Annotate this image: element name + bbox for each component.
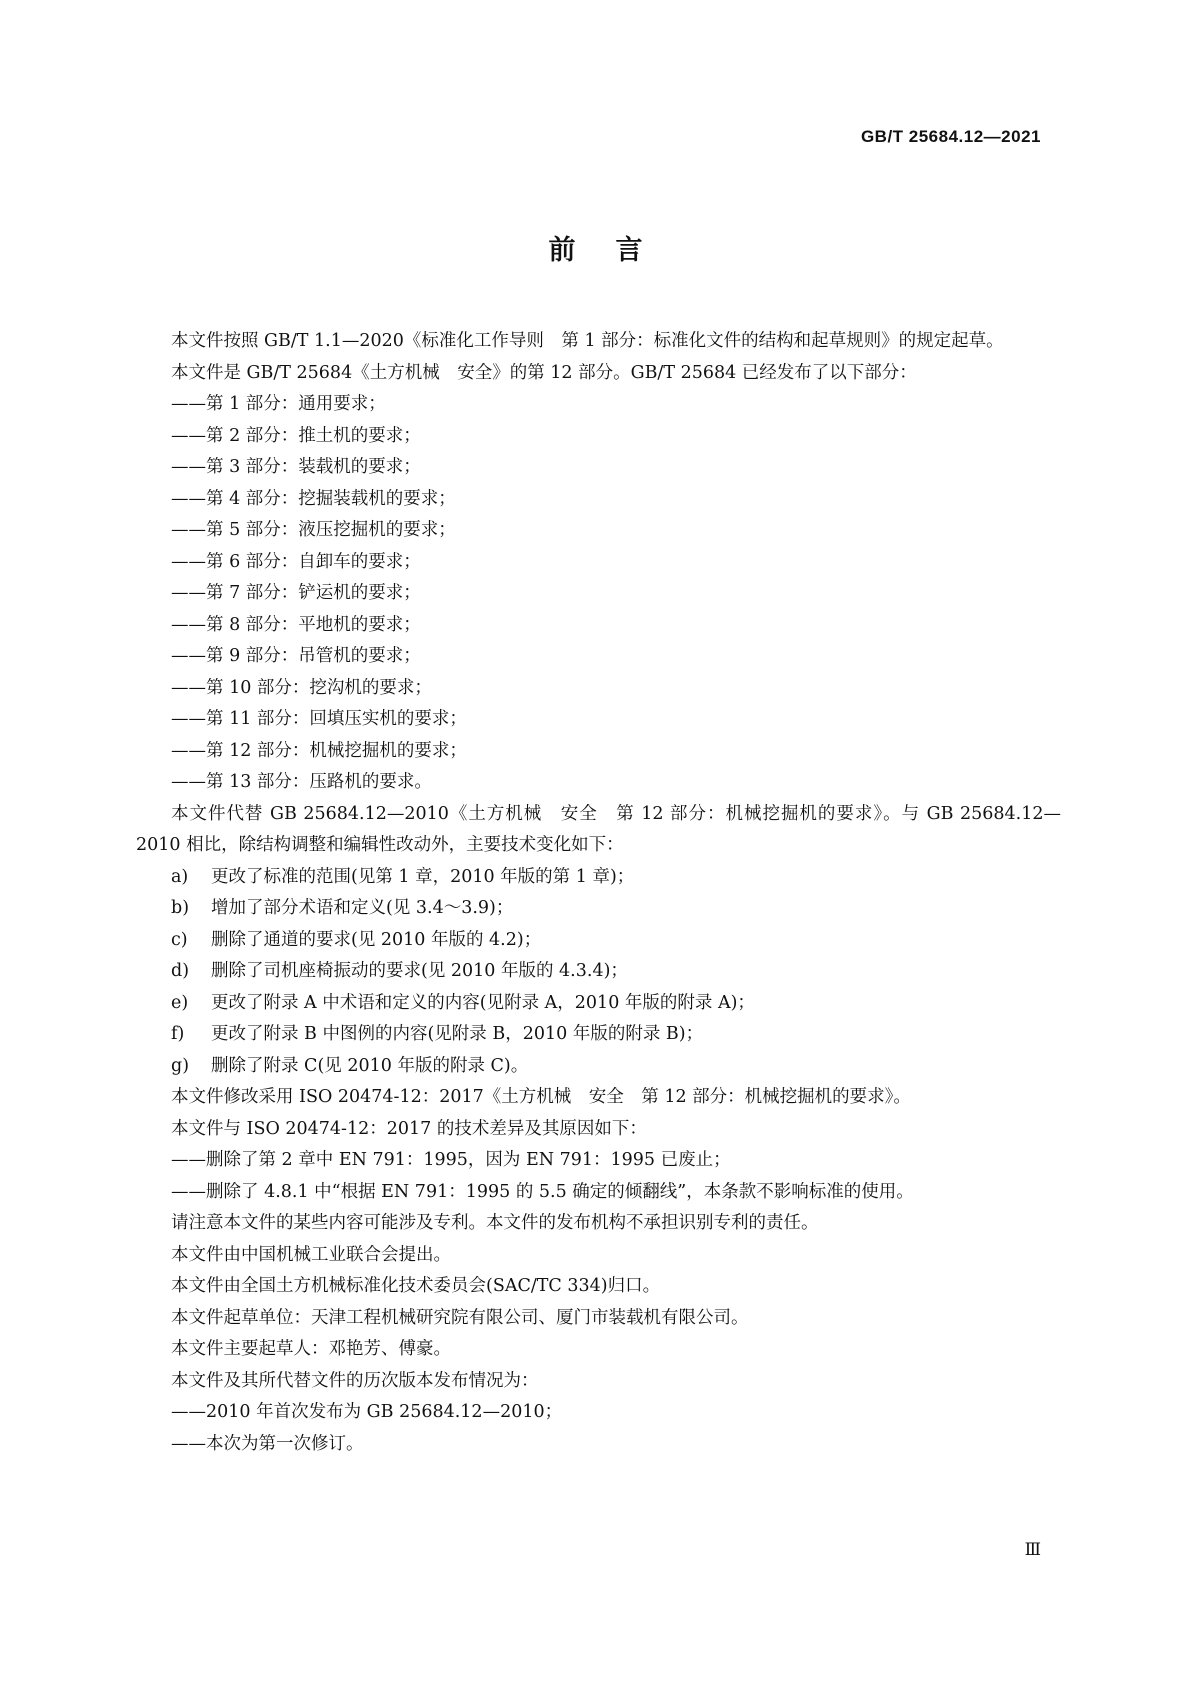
history-item: ——2010 年首次发布为 GB 25684.12—2010； xyxy=(171,1402,563,1422)
change-item xyxy=(136,988,1061,1020)
page-number: Ⅲ xyxy=(1024,1540,1041,1560)
part-item: ——第 3 部分：装载机的要求； xyxy=(171,457,421,477)
standard-number: GB/T 25684.12—2021 xyxy=(860,127,1041,146)
change-label: a) xyxy=(171,866,189,887)
part-item: ——第 9 部分：吊管机的要求； xyxy=(171,646,421,666)
change-item xyxy=(136,1051,1061,1083)
part-item: ——第 8 部分：平地机的要求； xyxy=(171,614,421,635)
part-item: ——第 2 部分：推土机的要求； xyxy=(171,425,421,446)
history-item: ——本次为第一次修订。 xyxy=(171,1433,364,1454)
part-item: ——第 5 部分：液压挖掘机的要求； xyxy=(171,520,456,540)
patent-notice: 请注意本文件的某些内容可能涉及专利。本文件的发布机构不承担识别专利的责任。 xyxy=(171,1213,819,1233)
change-label: e) xyxy=(171,992,189,1013)
change-text: 更改了附录 A 中术语和定义的内容(见附录 A，2010 年版的附录 A)； xyxy=(211,992,755,1013)
proposed-by: 本文件由中国机械工业联合会提出。 xyxy=(171,1244,451,1265)
change-text: 删除了通道的要求(见 2010 年版的 4.2)； xyxy=(211,929,542,950)
change-text: 更改了附录 B 中图例的内容(见附录 B，2010 年版的附录 B)； xyxy=(211,1024,704,1044)
change-label: b) xyxy=(171,898,190,918)
iso-paragraph-2: 本文件与 ISO 20474-12：2017 的技术差异及其原因如下： xyxy=(171,1118,647,1139)
change-item xyxy=(136,956,1061,988)
intro-paragraph-2: 本文件是 GB/T 25684《土方机械 安全》的第 12 部分。GB/T 25684 已经发布了以下部分： xyxy=(171,362,917,383)
change-label: f) xyxy=(171,1024,185,1044)
change-text: 删除了附录 C(见 2010 年版的附录 C)。 xyxy=(211,1055,529,1076)
change-item xyxy=(136,862,1061,894)
main-drafters: 本文件主要起草人：邓艳芳、傅豪。 xyxy=(171,1339,451,1359)
change-label: g) xyxy=(171,1055,190,1076)
part-item: ——第 1 部分：通用要求； xyxy=(171,394,386,414)
iso-difference-item: ——删除了第 2 章中 EN 791：1995，因为 EN 791：1995 已废止； xyxy=(171,1150,731,1170)
part-item: ——第 10 部分：挖沟机的要求； xyxy=(171,677,432,698)
iso-difference-item: ——删除了 4.8.1 中“根据 EN 791：1995 的 5.5 确定的倾翻线”，本条款不影响标准的使用。 xyxy=(171,1181,914,1202)
part-item: ——第 4 部分：挖掘装载机的要求； xyxy=(171,488,456,509)
version-history: 本文件及其所代替文件的历次版本发布情况为： xyxy=(171,1370,539,1391)
part-item: ——第 13 部分：压路机的要求。 xyxy=(171,772,432,792)
change-text: 更改了标准的范围(见第 1 章，2010 年版的第 1 章)； xyxy=(211,866,635,887)
change-label: c) xyxy=(171,929,188,950)
foreword-body xyxy=(136,326,1061,1460)
managed-by: 本文件由全国土方机械标准化技术委员会(SAC/TC 334)归口。 xyxy=(171,1276,661,1296)
part-item: ——第 7 部分：铲运机的要求； xyxy=(171,583,421,603)
change-text: 增加了部分术语和定义(见 3.4～3.9)； xyxy=(211,898,514,918)
part-item: ——第 12 部分：机械挖掘机的要求； xyxy=(171,740,467,761)
page-title: 前言 xyxy=(548,235,683,266)
replace-paragraph: 本文件代替 GB 25684.12—2010《土方机械 安全 第 12 部分：机械挖掘机的要求》。与 GB 25684.12—2010 相比，除结构调整和编辑性改动外，主要技术变化如下： xyxy=(136,803,1061,855)
change-label: d) xyxy=(171,961,190,981)
intro-paragraph-1: 本文件按照 GB/T 1.1—2020《标准化工作导则 第 1 部分：标准化文件的结构和起草规则》的规定起草。 xyxy=(171,331,1004,351)
change-item xyxy=(136,925,1061,957)
change-text: 删除了司机座椅振动的要求(见 2010 年版的 4.3.4)； xyxy=(211,961,628,981)
drafting-units: 本文件起草单位：天津工程机械研究院有限公司、厦门市装载机有限公司。 xyxy=(171,1307,749,1328)
part-item: ——第 11 部分：回填压实机的要求； xyxy=(171,709,467,729)
iso-paragraph-1: 本文件修改采用 ISO 20474-12：2017《土方机械 安全 第 12 部分：机械挖掘机的要求》。 xyxy=(171,1087,911,1107)
change-item xyxy=(136,893,1061,925)
part-item: ——第 6 部分：自卸车的要求； xyxy=(171,551,421,572)
change-item xyxy=(136,1019,1061,1051)
